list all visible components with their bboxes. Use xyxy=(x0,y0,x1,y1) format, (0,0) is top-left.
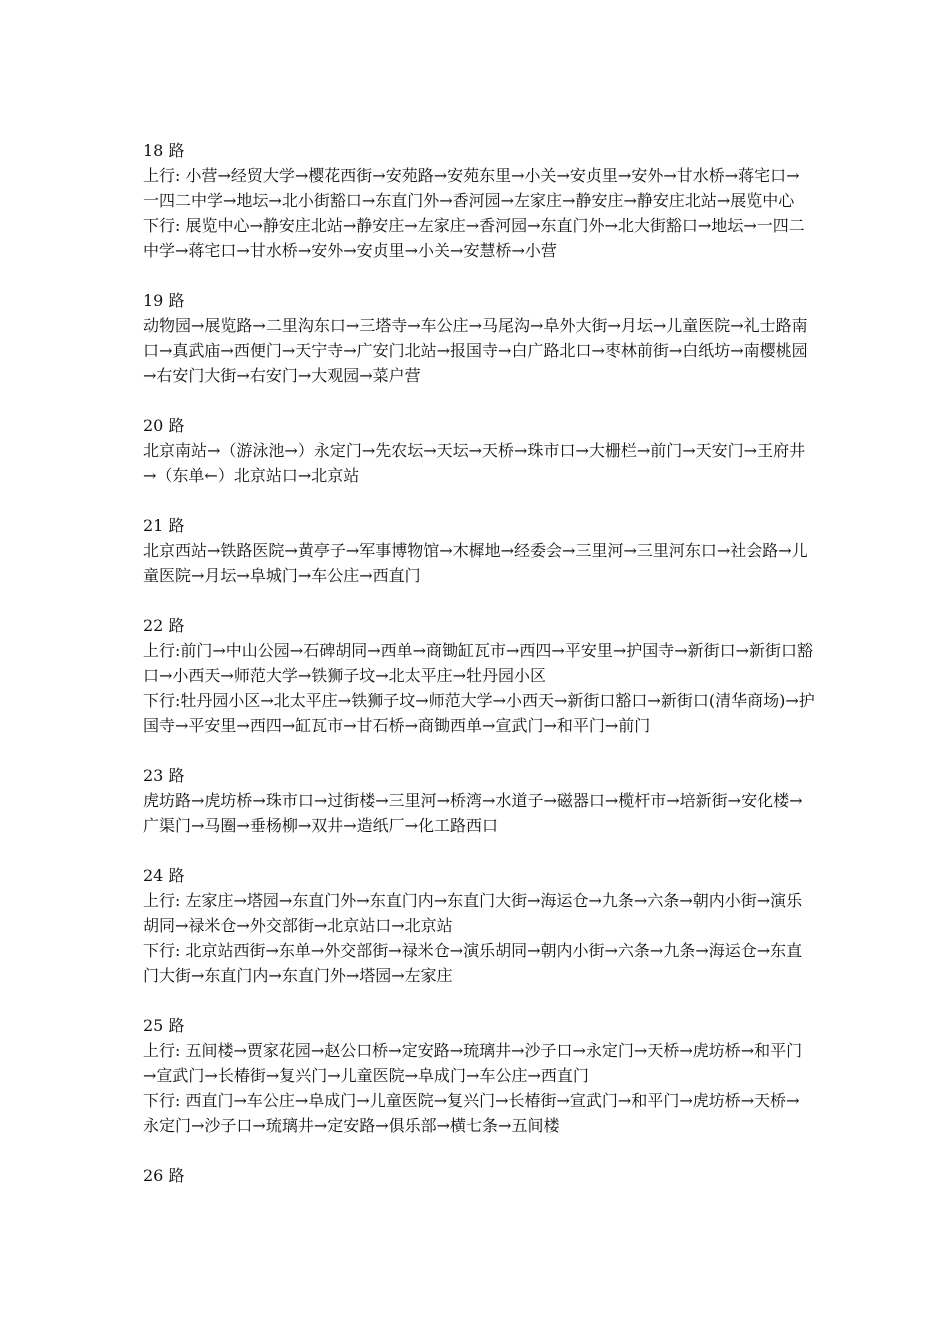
route-stops-down: 下行:牡丹园小区→北太平庄→铁狮子坟→师范大学→小西天→新街口豁口→新街口(清华商场)→护国寺→平安里→西四→缸瓦市→甘石桥→商锄西单→宣武门→和平门→前门 xyxy=(143,691,815,735)
route-stops-up: 上行:前门→中山公园→石碑胡同→西单→商锄缸瓦市→西四→平安里→护国寺→新街口→新街口豁口→小西天→师范大学→铁狮子坟→北太平庄→牡丹园小区 xyxy=(143,641,814,685)
route-stops: 动物园→展览路→二里沟东口→三塔寺→车公庄→马尾沟→阜外大街→月坛→儿童医院→礼士路南口→真武庙→西便门→天宁寺→广安门北站→报国寺→白广路北口→枣林前街→白纸坊→南樱桃园→右安门大街→右安门→大观园→菜户营 xyxy=(143,316,808,385)
route-stops-down: 下行: 北京站西街→东单→外交部街→禄米仓→演乐胡同→朝内小街→六条→九条→海运仓→东直门大街→东直门内→东直门外→塔园→左家庄 xyxy=(143,941,803,985)
route-stops-up: 上行: 五间楼→贾家花园→赵公口桥→定安路→琉璃井→沙子口→永定门→天桥→虎坊桥→和平门→宣武门→长椿街→复兴门→儿童医院→阜成门→车公庄→西直门 xyxy=(143,1041,803,1085)
route-stops: 虎坊路→虎坊桥→珠市口→过街楼→三里河→桥湾→水道子→磁器口→榄杆市→培新街→安化楼→广渠门→马圈→垂杨柳→双井→造纸厂→化工路西口 xyxy=(143,791,803,835)
route-stops-up: 上行: 左家庄→塔园→东直门外→东直门内→东直门大街→海运仓→九条→六条→朝内小街→演乐胡同→禄米仓→外交部街→北京站口→北京站 xyxy=(143,891,803,935)
route-title: 18 路 xyxy=(143,141,185,160)
route-title: 22 路 xyxy=(143,616,185,635)
route-18 xyxy=(143,138,815,263)
route-24 xyxy=(143,863,815,988)
route-title: 21 路 xyxy=(143,516,185,535)
route-stops: 北京西站→铁路医院→黄亭子→军事博物馆→木樨地→经委会→三里河→三里河东口→社会路→儿童医院→月坛→阜城门→车公庄→西直门 xyxy=(143,541,808,585)
document-page xyxy=(143,138,815,1213)
route-stops-down: 下行: 展览中心→静安庄北站→静安庄→左家庄→香河园→东直门外→北大街豁口→地坛→一四二中学→蒋宅口→甘水桥→安外→安贞里→小关→安慧桥→小营 xyxy=(143,216,805,260)
route-title: 25 路 xyxy=(143,1016,185,1035)
route-title: 23 路 xyxy=(143,766,185,785)
route-stops: 北京南站→（游泳池→）永定门→先农坛→天坛→天桥→珠市口→大栅栏→前门→天安门→王府井→（东单←）北京站口→北京站 xyxy=(143,441,806,485)
route-20 xyxy=(143,413,815,488)
route-26 xyxy=(143,1163,815,1188)
route-title: 20 路 xyxy=(143,416,185,435)
route-stops-up: 上行: 小营→经贸大学→樱花西街→安苑路→安苑东里→小关→安贞里→安外→甘水桥→蒋宅口→一四二中学→地坛→北小街豁口→东直门外→香河园→左家庄→静安庄→静安庄北站→展览中心 xyxy=(143,166,800,210)
route-21 xyxy=(143,513,815,588)
route-25 xyxy=(143,1013,815,1138)
route-stops-down: 下行: 西直门→车公庄→阜成门→儿童医院→复兴门→长椿街→宣武门→和平门→虎坊桥→天桥→永定门→沙子口→琉璃井→定安路→俱乐部→横七条→五间楼 xyxy=(143,1091,800,1135)
route-22 xyxy=(143,613,815,738)
route-23 xyxy=(143,763,815,838)
route-title: 19 路 xyxy=(143,291,185,310)
route-19 xyxy=(143,288,815,388)
route-title: 26 路 xyxy=(143,1166,185,1185)
route-title: 24 路 xyxy=(143,866,185,885)
